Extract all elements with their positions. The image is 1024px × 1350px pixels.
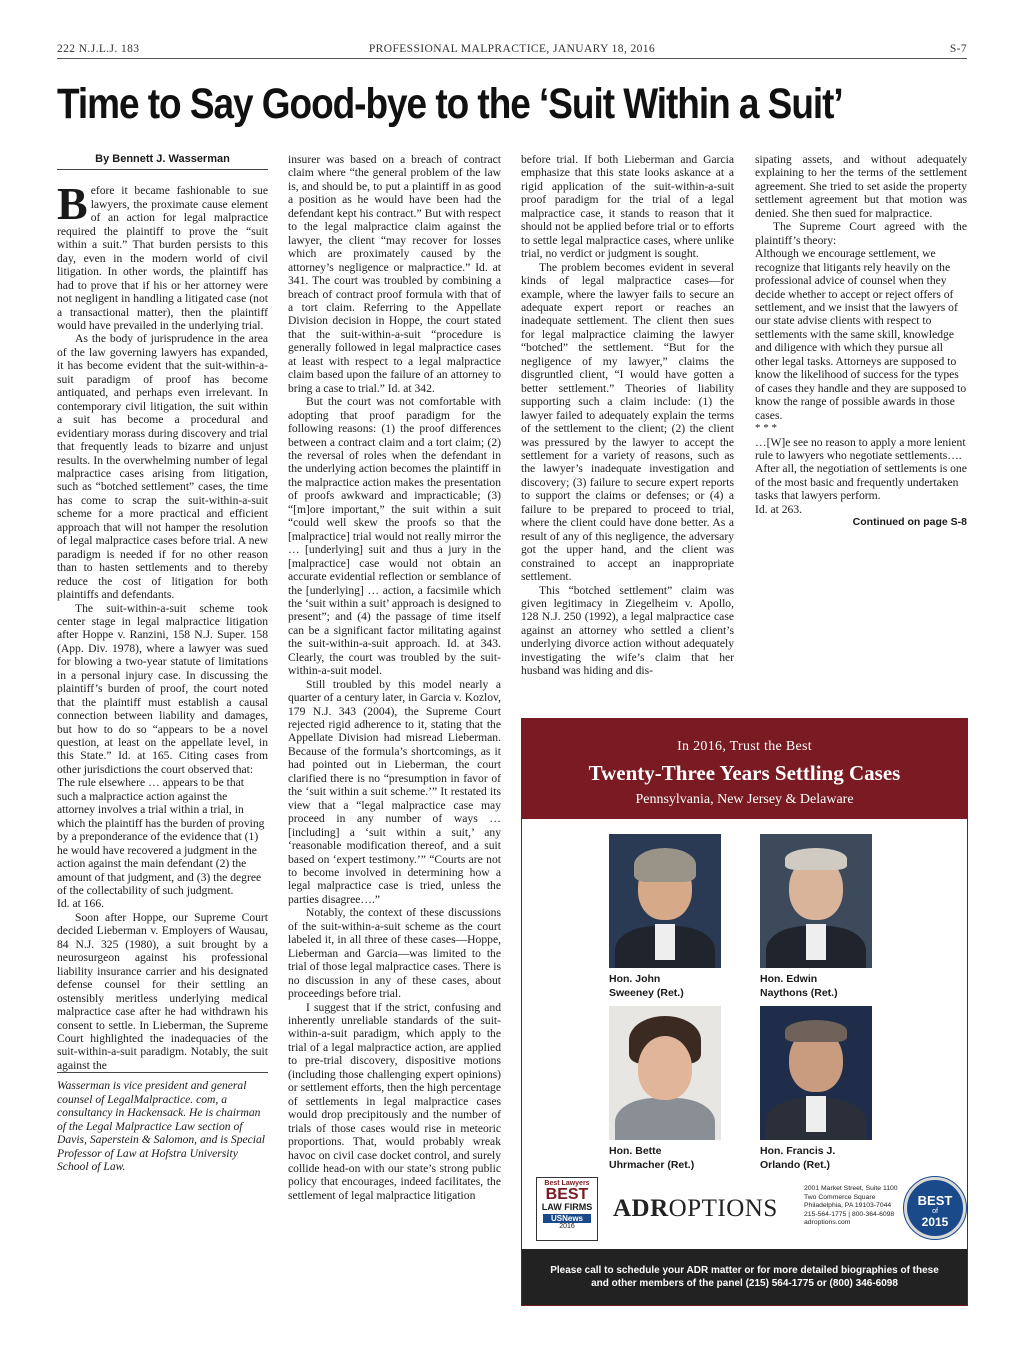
paragraph: As the body of jurisprudence in the area of the law governing lawyers has expanded, it has become evident that the suit-within-a-suit paradigm of proof has become antiquated, and perhaps even irrelevant. In contemporary civil litigation, the suit within a suit has become a procedural and evidentiary morass during discovery and trial that frequently leads to bizarre and unjust results. In the overwhelming number of legal malpractice cases arising from litigation, such as “botched settlement” cases, the time has come to scrap the suit-within-a-suit scheme for a more practical and efficient approach that will not hamper the resolution of legal malpractice cases before trial. A new paradigm is needed if for no other reason than to hasten settlements and to thereby reduce the cost of litigation for both plaintiffs and defendants.: [57, 332, 268, 602]
block-quote: The rule elsewhere … appears to be that such a malpractice action against the attorney involves a trial within a trial, in which the plaintiff has the burden of proving by a preponderance of the evidence that (1) he would have recovered a judgment in the action against the main defendant (2) the amount of that judgment, and (3) the degree of the collectability of such judgment.: [57, 776, 265, 898]
column-1: [57, 153, 268, 1338]
citation: 222 N.J.L.J. 183: [57, 43, 140, 55]
ad-logo-bar: [536, 1177, 954, 1243]
paragraph: Soon after Hoppe, our Supreme Court decided Lieberman v. Employers of Wausau, 84 N.J. 325 (1980), a suit brought by a neurosurgeon against his professional liability insurance carrier and his designated defense counsel for their settling an ostensibly meritless underlying medical malpractice case after he had withdrawn his consent to settle. In Lieberman, the Supreme Court highlighted the inadequacies of the suit-within-a-suit paradigm. Notably, the suit against the: [57, 910, 268, 1072]
page-number: S-7: [949, 43, 967, 55]
lead-paragraph: Before it became fashionable to sue lawyers, the proximate cause element of an action for legal malpractice required the plaintiff to prove the “suit within a suit.” That burden persists to this day, even in the modern world of civil litigation. In other words, the plaintiff has had to prove that if his or her attorney were not negligent in handling a litigated case (not a transactional matter), then the plaintiff would have prevailed in the underlying trial.: [57, 178, 268, 332]
judge-card: [609, 1006, 721, 1172]
column-3: [521, 153, 734, 705]
judge-name: Hon. Edwin Naythons (Ret.): [760, 973, 838, 999]
best-law-firms-badge: Best Lawyers BEST LAW FIRMS USNews 2016: [536, 1177, 598, 1241]
citation-text: Id. at 263.: [755, 502, 803, 516]
paragraph: before trial. If both Lieberman and Garcia emphasize that this state looks askance at a rigid application of the suit-within-a-suit proof paradigm for the trial of a legal malpractice case, it stands to reason that it should not be applied before trial or to efforts to settle legal malpractice cases, where unlike trial, no verdict or judgment is sought.: [521, 153, 734, 261]
author-bio: Wasserman is vice president and general counsel of LegalMalpractice. com, a consultancy in Hackensack. He is chairman of the Legal Malpractice Law section of Davis, Saperstein & Salomon, and is Special Professor of Law at Hofstra University School of Law.: [57, 1072, 268, 1173]
contact-address: 2001 Market Street, Suite 1100 Two Commerce Square Philadelphia, PA 19103-7044 215-564-1775 | 800-364-6098 adroptions.com: [804, 1185, 898, 1227]
paragraph: The Supreme Court agreed with the plaintiff’s theory:: [755, 220, 967, 247]
ad-call-to-action: Please call to schedule your ADR matter or for more detailed biographies of these and other members of the panel (215) 564-1775 or (800) 346-6098: [522, 1249, 967, 1305]
section-break: * * *: [755, 422, 777, 435]
citation-text: Id. at 166.: [57, 897, 105, 911]
judge-name: Hon. Bette Uhrmacher (Ret.): [609, 1145, 695, 1171]
ad-header: [522, 719, 967, 819]
paragraph: But the court was not comfortable with adopting that proof paradigm for the following reasons: (1) the proof differences between a contract claim and a tort claim; (2) the reversal of roles when the defendant in the underlying action becomes the plaintiff in the malpractice action makes the presentation of proofs awkward and impracticable; (3) “[m]ore important,” the suit within a suit “could well skew the proofs so that the [malpractice] trial would not really mirror the … [underlying] suit and thus a jury in the [malpractice] case would not obtain an accurate evidential reflection or semblance of the [underlying] … action, a facsimile which the ‘suit within a suit’ approach is designed to present”; and (4) the passage of time itself can be a significant factor militating against the suit-within-a-suit approach. Id. at 343. Clearly, the court was troubled by the suit-within-a-suit model.: [288, 395, 501, 678]
judge-card: [609, 834, 721, 1000]
ad-tagline: In 2016, Trust the Best: [677, 739, 812, 754]
column-4: [755, 153, 967, 705]
paragraph: The problem becomes evident in several kinds of legal malpractice cases—for example, where the lawyer fails to secure an adequate expert report or reaches an inadequate settlement. The client then sues for legal malpractice claiming the lawyer “botched” the settlement. “But for the negligence of my lawyer,” claims the disgruntled client, “I would have gotten a better settlement.” Theories of liability supporting such a claim include: (1) the lawyer failed to adequately explain the terms of the settlement to the client; (2) the client was pressured by the lawyer to accept the settlement for a variety of reasons, such as the lawyer’s inadequate investigation and discovery; (3) failure to secure expert reports to support the claims or defenses; or (4) a failure to be prepared to proceed to trial, where the client could have done better. As a result of any of this negligence, the adversary got the upper hand, and the client was constrained to accept an inappropriate settlement.: [521, 260, 734, 584]
advertisement[interactable]: [521, 718, 968, 1306]
judge-photo: [760, 1006, 872, 1140]
judge-photo: [609, 834, 721, 968]
paragraph: Notably, the context of these discussions of the suit-within-a-suit scheme as the court labeled it, in all three of these cases—Hoppe, Lieberman and Garcia—was limited to the trial of those legal malpractice cases. There is no discussion in any of these cases, about proceedings before trial.: [288, 906, 501, 1001]
judge-name: Hon. Francis J. Orlando (Ret.): [760, 1145, 836, 1171]
column-2: [288, 153, 501, 1338]
judge-card: [760, 1006, 872, 1172]
paragraph: This “botched settlement” claim was given legitimacy in Ziegelheim v. Apollo, 128 N.J. 250 (1992), a legal malpractice case against an attorney who settled a client’s underlying divorce action without adequately investigating the wife’s claim that her husband was hiding and dis-: [521, 583, 734, 678]
paragraph: I suggest that if the strict, confusing and inherently unreliable standards of the suit-within-a-suit paradigm, which apply to the trial of a legal malpractice action, are applied to pre-trial discovery, dispositive motions (including those challenging expert opinions) or settlement efforts, then the high percentage of settlements in legal malpractice cases would drop precipitously and the number of trials of those cases would rise in meteoric proportions. That, would probably wreak havoc on civil case docket control, and surely collide head-on with our state’s strong public policy that encourages, indeed facilitates, the settlement of legal malpractice litigation: [288, 1000, 501, 1202]
adr-options-logo: ADROPTIONS: [613, 1195, 778, 1222]
judge-card: [760, 834, 872, 1000]
ad-region: Pennsylvania, New Jersey & Delaware: [635, 792, 854, 807]
best-of-2015-seal: BEST of 2015: [904, 1177, 966, 1239]
paragraph: insurer was based on a breach of contract claim where “the general problem of the law is, and should be, to put a plaintiff in as good a position as he would have been had the defendant kept his contract.” But with respect to the legal malpractice claim against the lawyer, the client “may recover for losses which are proximately caused by the attorney’s negligence or malpractice.” Id. at 341. The court was troubled by combining a breach of contract proof formula with that of a tort claim. Referring to the Appellate Division decision in Hoppe, the court stated that the suit-within-a-suit “procedure is generally followed in legal malpractice cases at least with respect to a legal malpractice claim based upon the failure of an attorney to bring a case to trial.” Id. at 342.: [288, 153, 501, 395]
paragraph: sipating assets, and without adequately explaining to her the terms of the settlement agreement. She tried to set aside the property settlement agreement but that motion was denied. She then sued for malpractice.: [755, 153, 967, 220]
section-title: PROFESSIONAL MALPRACTICE, JANUARY 18, 2016: [368, 43, 656, 55]
block-quote: …[W]e see no reason to apply a more lenient rule to lawyers who negotiate settlements…. After all, the negotiation of settlements is one of the most basic and frequently undertaken tasks that lawyers perform.: [755, 435, 967, 503]
judge-name: Hon. John Sweeney (Ret.): [609, 973, 684, 999]
paragraph: The suit-within-a-suit scheme took center stage in legal malpractice litigation after Hoppe v. Ranzini, 158 N.J. Super. 158 (App. Div. 1978), where a lawyer was sued for blowing a two-year statute of limitations in a personal injury case. In discussing the plaintiff’s burden of proof, the court noted that the plaintiff must establish a causal connection between liability and damages, but how to do so “appears to be a novel question, at least on the appellate level, in this State.” Id. at 165. Citing cases from other jurisdictions the court observed that:: [57, 601, 268, 776]
judge-photo: [609, 1006, 721, 1140]
running-head: [57, 43, 967, 59]
continued-link[interactable]: Continued on page S-8: [852, 516, 967, 529]
ad-title: Twenty-Three Years Settling Cases: [588, 761, 901, 785]
block-quote: Although we encourage settlement, we recognize that litigants rely heavily on the professional advice of counsel when they decide whether to accept or reject offers of settlement, and we insist that the lawyers of our state advise clients with respect to settlements with the same skill, knowledge and diligence with which they pursue all other legal tasks. Attorneys are supposed to know the likelihood of success for the types of cases they handle and they are supposed to know the range of possible awards in those cases.: [755, 247, 967, 422]
headline: Time to Say Good-bye to the ‘Suit Within a Suit’: [57, 80, 843, 128]
paragraph: Still troubled by this model nearly a quarter of a century later, in Garcia v. Kozlov, 179 N.J. 343 (2004), the Supreme Court rejected rigid adherence to it, stating that the Appellate Division had misread Lieberman. Because of the formula’s shortcomings, as it had pointed out in Lieberman, the court clarified there is no “presumption in favor of the ‘suit within a suit scheme.’” It restated its view that a “legal malpractice case may proceed in any number of ways … [including] a ‘suit within a suit,’ any ‘reasonable modification thereof, and a suit based on ‘expert testimony.’” “Courts are not to become involved in determining how a legal malpractice case is tried, unless the parties disagree….”: [288, 677, 501, 906]
drop-cap: B: [57, 178, 88, 230]
byline: By Bennett J. Wasserman: [57, 153, 268, 170]
judge-photo: [760, 834, 872, 968]
